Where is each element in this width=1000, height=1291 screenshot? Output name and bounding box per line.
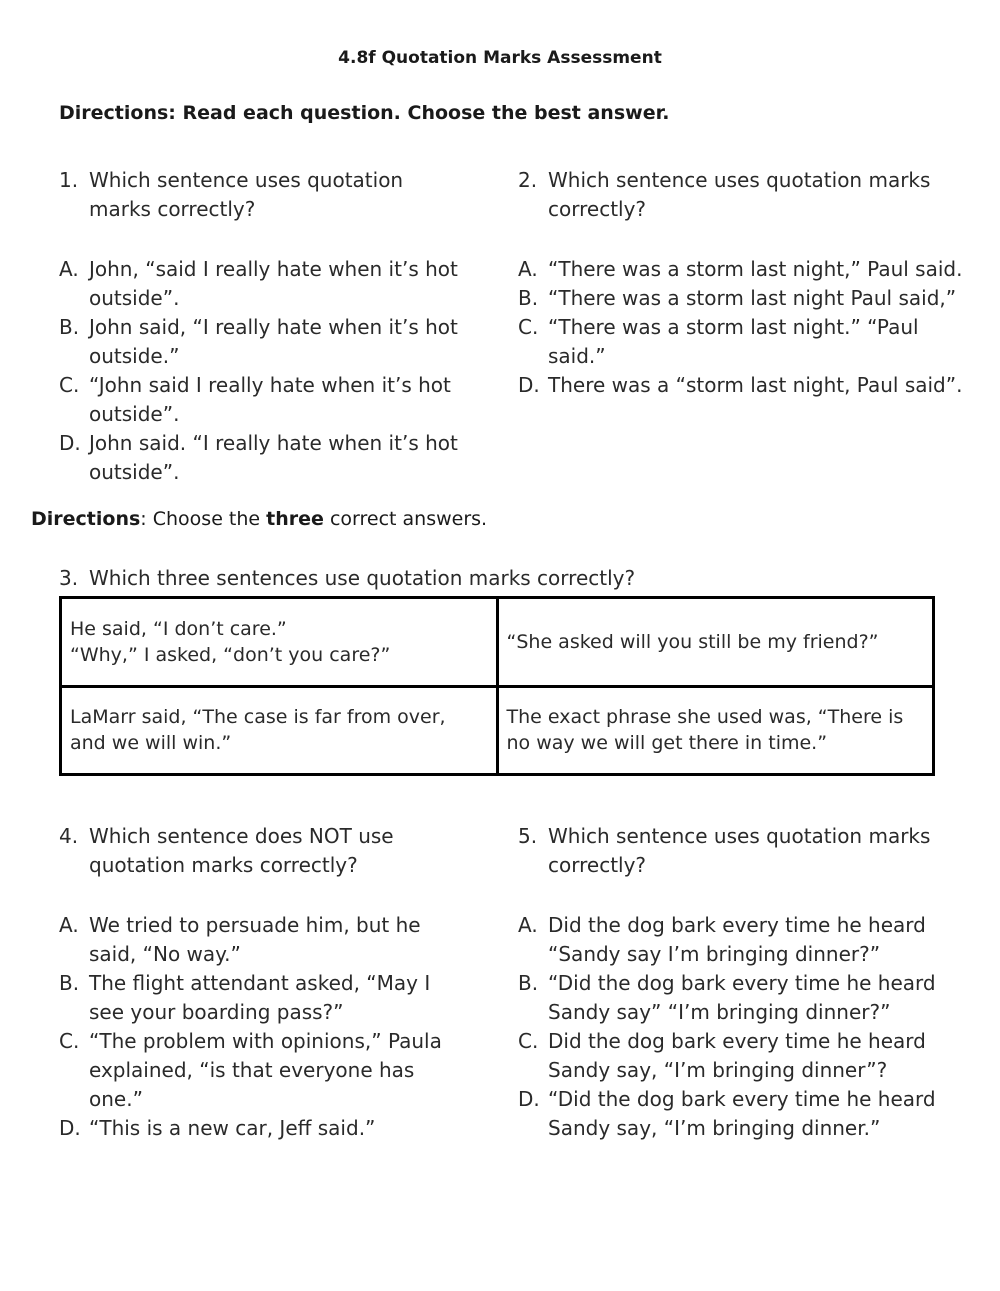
option-text: said.”	[548, 344, 606, 368]
option-5b[interactable]	[518, 969, 988, 1027]
question-4-text: Which sentence does NOT use	[89, 824, 394, 848]
option-4d[interactable]	[59, 1114, 489, 1143]
option-text: We tried to persuade him, but he	[89, 913, 421, 937]
directions-2-pre: : Choose the	[140, 508, 267, 530]
page-title: 4.8f Quotation Marks Assessment	[338, 48, 662, 68]
question-5	[518, 822, 958, 880]
option-text: Did the dog bark every time he heard	[548, 913, 926, 937]
option-letter: A.	[518, 257, 538, 281]
option-letter: B.	[518, 286, 539, 310]
option-text: John, “said I really hate when it’s hot	[89, 257, 458, 281]
option-letter: D.	[518, 1087, 540, 1111]
option-letter: A.	[59, 913, 79, 937]
option-text: There was a “storm last night, Paul said”.	[548, 373, 963, 397]
option-2b[interactable]	[518, 284, 988, 313]
question-5-text: correctly?	[548, 853, 647, 877]
grid-cell-text: “She asked will you still be my friend?”	[506, 630, 879, 653]
question-1-number: 1.	[59, 168, 79, 192]
option-letter: B.	[518, 971, 539, 995]
option-text: one.”	[89, 1087, 143, 1111]
grid-cell-1[interactable]	[61, 598, 498, 687]
option-letter: A.	[59, 257, 79, 281]
option-letter: B.	[59, 315, 80, 339]
option-text: “The problem with opinions,” Paula	[89, 1029, 442, 1053]
question-3-text: Which three sentences use quotation marks correctly?	[89, 566, 636, 590]
option-text: “Sandy say I’m bringing dinner?”	[548, 942, 881, 966]
option-2c[interactable]	[518, 313, 988, 371]
option-text: John said. “I really hate when it’s hot	[89, 431, 458, 455]
option-2a[interactable]	[518, 255, 988, 284]
option-text: The flight attendant asked, “May I	[89, 971, 431, 995]
option-letter: D.	[518, 373, 540, 397]
question-2-number: 2.	[518, 168, 538, 192]
question-3-number: 3.	[59, 566, 79, 590]
grid-cell-text: The exact phrase she used was, “There is	[506, 706, 904, 729]
directions-2-post: correct answers.	[323, 508, 488, 530]
question-1-text: marks correctly?	[89, 197, 256, 221]
question-5-number: 5.	[518, 824, 538, 848]
option-text: outside”.	[89, 286, 180, 310]
option-letter: C.	[59, 373, 80, 397]
grid-cell-text: and we will win.”	[70, 732, 232, 755]
question-4	[59, 822, 479, 880]
option-1c[interactable]	[59, 371, 489, 429]
question-2	[518, 166, 958, 224]
option-letter: B.	[59, 971, 80, 995]
grid-cell-4[interactable]	[497, 686, 934, 775]
option-text: outside”.	[89, 402, 180, 426]
option-text: “There was a storm last night,” Paul said.	[548, 257, 963, 281]
directions-1: Directions: Read each question. Choose the best answer.	[59, 102, 670, 124]
option-4a[interactable]	[59, 911, 489, 969]
directions-2-label: Directions	[31, 508, 141, 530]
option-text: “There was a storm last night Paul said,”	[548, 286, 957, 310]
option-letter: D.	[59, 431, 81, 455]
option-text: outside.”	[89, 344, 180, 368]
option-text: said, “No way.”	[89, 942, 241, 966]
option-text: “Did the dog bark every time he heard	[548, 971, 936, 995]
option-text: see your boarding pass?”	[89, 1000, 344, 1024]
question-1-text: Which sentence uses quotation	[89, 168, 404, 192]
option-5c[interactable]	[518, 1027, 988, 1085]
option-1a[interactable]	[59, 255, 489, 313]
question-2-text: Which sentence uses quotation marks	[548, 168, 931, 192]
option-text: “Did the dog bark every time he heard	[548, 1087, 936, 1111]
grid-cell-text: LaMarr said, “The case is far from over,	[70, 706, 446, 729]
question-1-options	[59, 255, 489, 487]
question-1	[59, 166, 479, 224]
question-3	[59, 564, 759, 593]
answer-grid	[59, 596, 935, 776]
question-2-options	[518, 255, 988, 400]
option-2d[interactable]	[518, 371, 988, 400]
grid-cell-text: no way we will get there in time.”	[506, 732, 828, 755]
option-letter: D.	[59, 1116, 81, 1140]
option-1b[interactable]	[59, 313, 489, 371]
grid-cell-text: He said, “I don’t care.”	[70, 617, 287, 640]
option-letter: C.	[518, 315, 539, 339]
option-text: outside”.	[89, 460, 180, 484]
option-5a[interactable]	[518, 911, 988, 969]
option-1d[interactable]	[59, 429, 489, 487]
option-text: John said, “I really hate when it’s hot	[89, 315, 458, 339]
option-text: “This is a new car, Jeff said.”	[89, 1116, 376, 1140]
option-text: “There was a storm last night.” “Paul	[548, 315, 919, 339]
option-letter: C.	[59, 1029, 80, 1053]
question-5-text: Which sentence uses quotation marks	[548, 824, 931, 848]
directions-2	[31, 508, 487, 530]
option-text: Sandy say, “I’m bringing dinner”?	[548, 1058, 888, 1082]
grid-cell-2[interactable]	[497, 598, 934, 687]
grid-cell-text: “Why,” I asked, “don’t you care?”	[70, 643, 391, 666]
grid-cell-3[interactable]	[61, 686, 498, 775]
question-5-options	[518, 911, 988, 1143]
option-4b[interactable]	[59, 969, 489, 1027]
option-letter: C.	[518, 1029, 539, 1053]
directions-2-bold: three	[266, 508, 324, 530]
question-4-number: 4.	[59, 824, 79, 848]
option-5d[interactable]	[518, 1085, 988, 1143]
option-text: Sandy say, “I’m bringing dinner.”	[548, 1116, 881, 1140]
option-text: explained, “is that everyone has	[89, 1058, 415, 1082]
option-text: “John said I really hate when it’s hot	[89, 373, 451, 397]
question-2-text: correctly?	[548, 197, 647, 221]
option-letter: A.	[518, 913, 538, 937]
question-4-options	[59, 911, 489, 1143]
option-4c[interactable]	[59, 1027, 489, 1114]
option-text: Did the dog bark every time he heard	[548, 1029, 926, 1053]
question-4-text: quotation marks correctly?	[89, 853, 358, 877]
option-text: Sandy say” “I’m bringing dinner?”	[548, 1000, 891, 1024]
